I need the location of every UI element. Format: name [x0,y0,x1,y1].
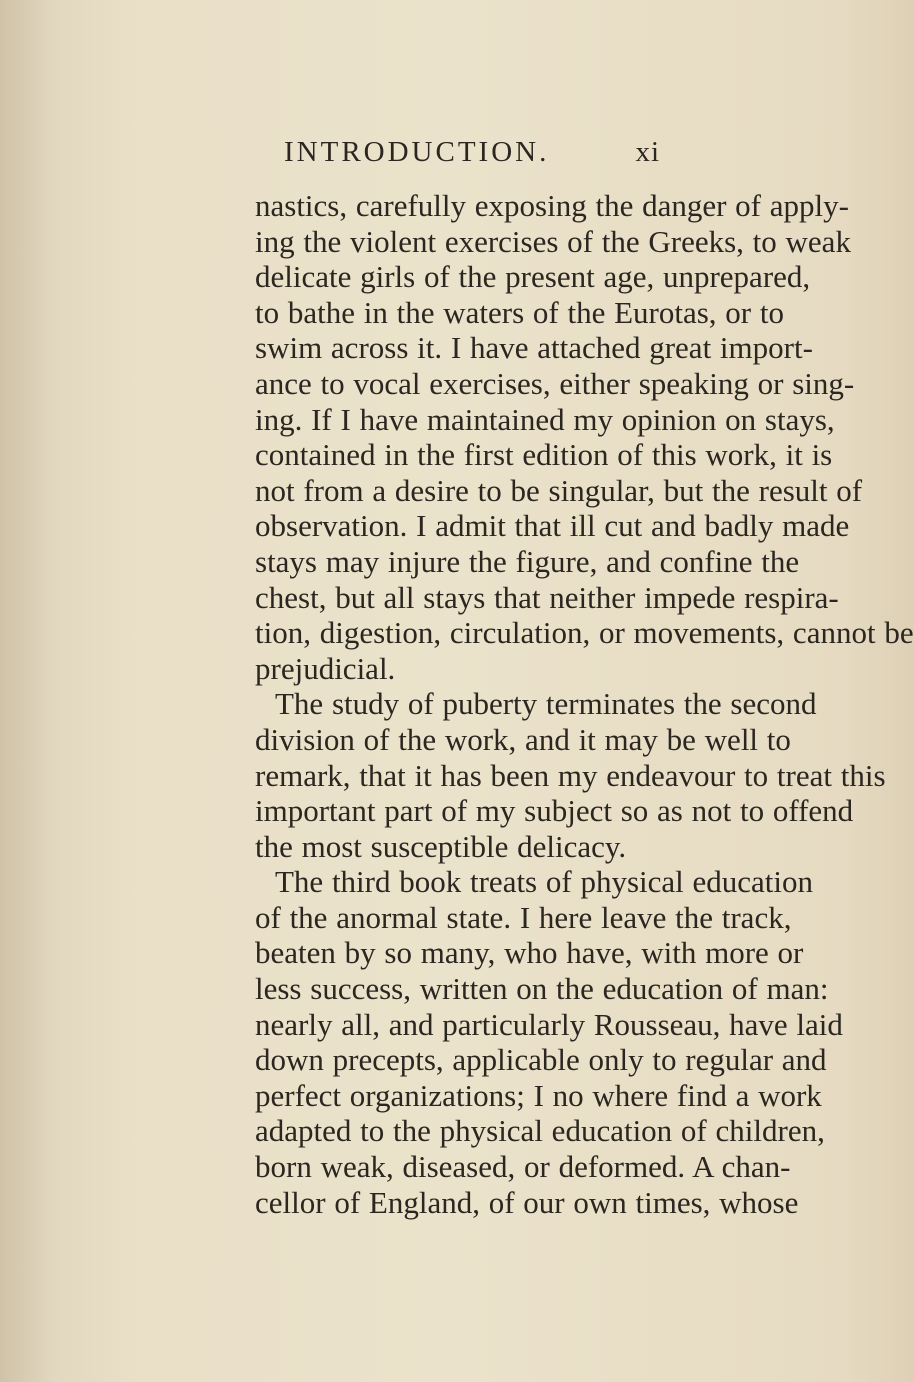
text-line: to bathe in the waters of the Eurotas, or to [255,294,784,330]
text-line: stays may injure the figure, and confine the [255,543,800,579]
text-line: ing the violent exercises of the Greeks, to weak [255,223,851,259]
text-line: ance to vocal exercises, either speaking or sing- [255,365,855,401]
text-line: nearly all, and particularly Rousseau, have laid [255,1006,843,1042]
body-text [255,188,914,1220]
text-line: tion, digestion, circulation, or movements, cannot be [255,615,914,651]
text-line: delicate girls of the present age, unprepared, [255,259,811,295]
page-header [256,136,660,176]
text-line: chest, but all stays that neither impede respira- [255,579,839,615]
text-line: born weak, diseased, or deformed. A chan- [255,1149,791,1185]
page-gutter-shadow [0,0,230,1382]
text-line: prejudicial. [255,650,396,686]
text-line: swim across it. I have attached great import- [255,330,813,366]
text-line: observation. I admit that ill cut and badly made [255,508,850,544]
text-line: perfect organizations; I no where find a work [255,1077,822,1113]
text-line: the most susceptible delicacy. [255,828,627,864]
text-line: adapted to the physical education of children, [255,1113,825,1149]
text-line: The third book treats of physical education [275,864,814,900]
page-number: xi [635,136,660,168]
running-head: INTRODUCTION. [284,136,550,168]
text-line: remark, that it has been my endeavour to treat this [255,757,886,793]
text-line: not from a desire to be singular, but the result of [255,472,863,508]
text-line: cellor of England, of our own times, whose [255,1184,799,1220]
text-line: beaten by so many, who have, with more or [255,935,804,971]
text-line: contained in the first edition of this work, it is [255,437,833,473]
text-line: division of the work, and it may be well to [255,721,791,757]
text-line: down precepts, applicable only to regular and [255,1042,827,1078]
text-line: less success, written on the education of man: [255,971,829,1007]
text-line: ing. If I have maintained my opinion on stays, [255,401,835,437]
text-line: nastics, carefully exposing the danger of apply- [255,188,849,223]
text-line: of the anormal state. I here leave the track, [255,899,792,935]
text-line: important part of my subject so as not to offend [255,793,854,829]
text-line: The study of puberty terminates the second [275,686,817,722]
